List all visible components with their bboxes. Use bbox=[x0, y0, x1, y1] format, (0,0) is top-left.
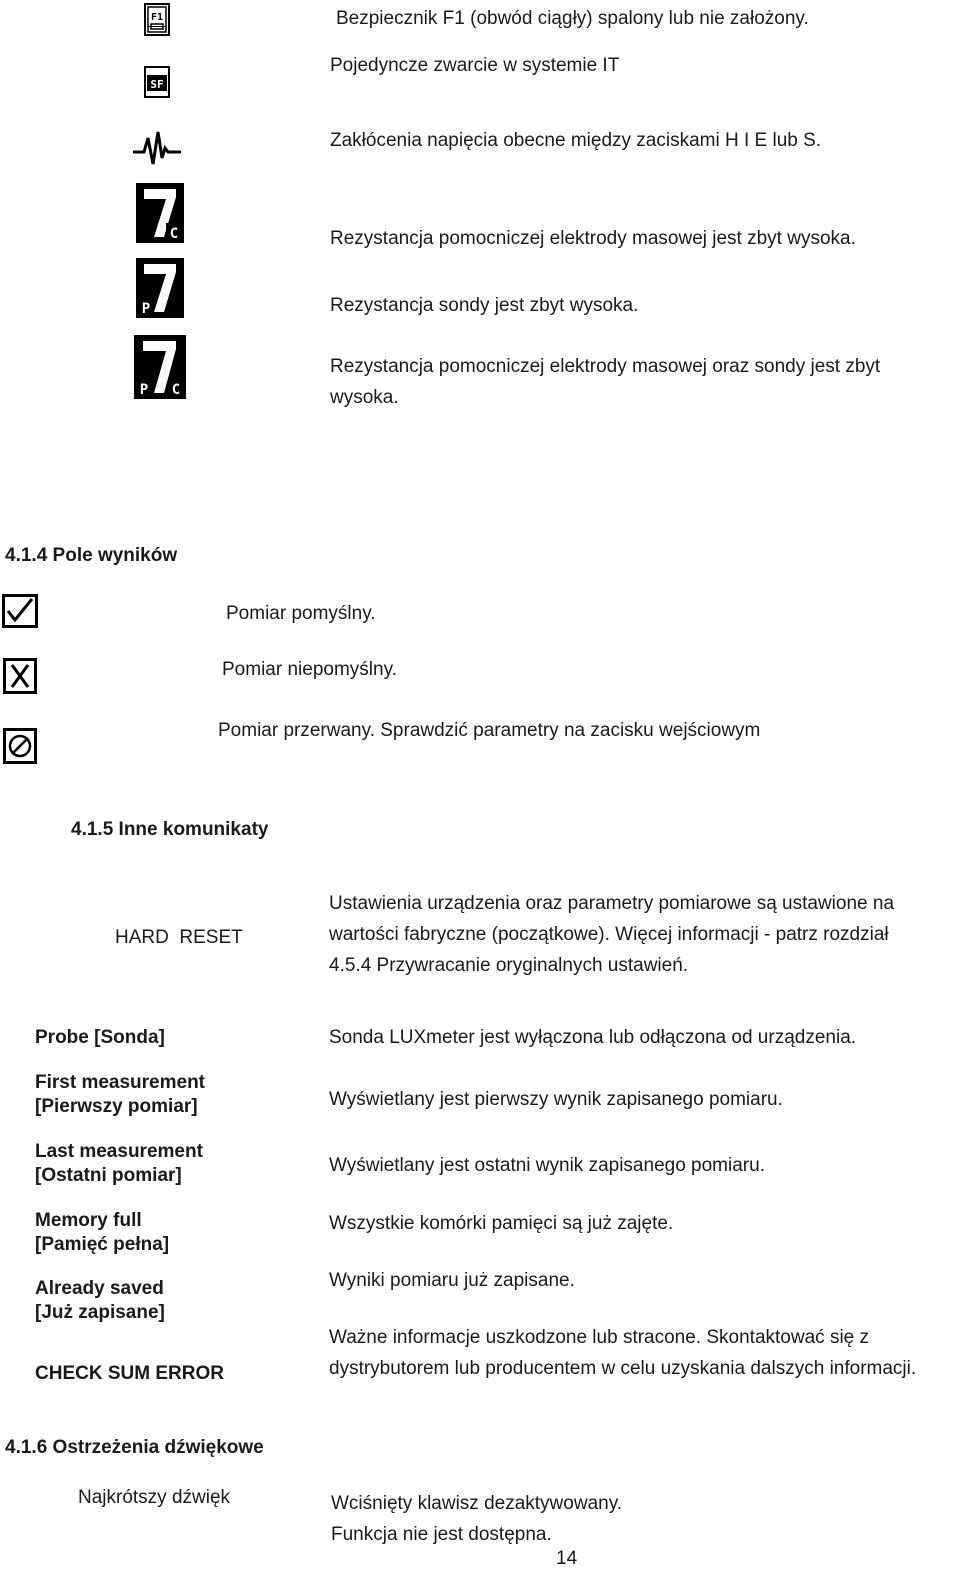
check-sum-error-label: CHECK SUM ERROR bbox=[35, 1363, 224, 1384]
status-text-resistance-c: Rezystancja pomocniczej elektrody masowej jest zbyt wysoka. bbox=[330, 228, 856, 249]
noise-waveform-icon bbox=[132, 128, 182, 172]
last-measurement-label-line2: [Ostatni pomiar] bbox=[35, 1165, 182, 1186]
messages-heading: 4.1.5 Inne komunikaty bbox=[71, 819, 269, 840]
fuse-f1-icon bbox=[144, 3, 170, 36]
check-sum-error-text-line2: dystrybutorem lub producentem w celu uzyskania dalszych informacji. bbox=[329, 1358, 917, 1379]
already-saved-label-line2: [Już zapisane] bbox=[35, 1302, 165, 1323]
memory-full-label-line1: Memory full bbox=[35, 1210, 142, 1231]
high-resistance-pc-icon bbox=[134, 335, 186, 399]
pc-icon-text-c: C bbox=[171, 382, 181, 398]
memory-full-label-line2: [Pamięć pełna] bbox=[35, 1234, 170, 1255]
already-saved-text: Wyniki pomiaru już zapisane. bbox=[329, 1270, 575, 1291]
checkmark-icon bbox=[2, 594, 38, 628]
p-icon-text: P bbox=[141, 301, 151, 317]
high-resistance-p-icon bbox=[136, 258, 184, 318]
status-text-noise: Zakłócenia napięcia obecne między zaciskami H I E lub S. bbox=[330, 130, 822, 151]
aborted-icon bbox=[3, 728, 37, 764]
cross-icon bbox=[3, 658, 37, 694]
first-measurement-label-line2: [Pierwszy pomiar] bbox=[35, 1096, 198, 1117]
probe-label: Probe [Sonda] bbox=[35, 1027, 165, 1048]
status-text-resistance-pc-line1: Rezystancja pomocniczej elektrody masowej oraz sondy jest zbyt bbox=[330, 356, 881, 377]
fuse-f1-icon-text: F1 bbox=[150, 12, 164, 23]
status-text-resistance-p: Rezystancja sondy jest zbyt wysoka. bbox=[330, 295, 639, 316]
first-measurement-label-line1: First measurement bbox=[35, 1072, 206, 1093]
sound-label: Najkrótszy dźwięk bbox=[78, 1487, 231, 1508]
hard-reset-label: HARD RESET bbox=[115, 927, 243, 948]
already-saved-label-line1: Already saved bbox=[35, 1278, 164, 1299]
sound-text-line2: Funkcja nie jest dostępna. bbox=[331, 1524, 552, 1545]
result-text-failure: Pomiar niepomyślny. bbox=[222, 659, 397, 680]
results-heading: 4.1.4 Pole wyników bbox=[5, 545, 178, 566]
sound-heading: 4.1.6 Ostrzeżenia dźwiękowe bbox=[5, 1437, 264, 1458]
status-text-resistance-pc-line2: wysoka. bbox=[330, 387, 399, 408]
hard-reset-text: Ustawienia urządzenia oraz parametry pomiarowe są ustawione na wartości fabryczne (początkowe). Więcej informacji - patrz rozdział 4.5.4 Przywracanie oryginalnych ustawień. bbox=[329, 893, 895, 976]
check-sum-error-text-line1: Ważne informacje uszkodzone lub stracone. Skontaktować się z bbox=[329, 1327, 870, 1348]
page-number: 14 bbox=[556, 1548, 578, 1569]
sf-icon bbox=[144, 66, 170, 98]
first-measurement-text: Wyświetlany jest pierwszy wynik zapisanego pomiaru. bbox=[329, 1089, 783, 1110]
result-text-aborted: Pomiar przerwany. Sprawdzić parametry na zacisku wejściowym bbox=[218, 720, 761, 741]
c-icon-text: C bbox=[169, 226, 179, 242]
last-measurement-text: Wyświetlany jest ostatni wynik zapisanego pomiaru. bbox=[329, 1155, 765, 1176]
result-text-success: Pomiar pomyślny. bbox=[226, 603, 376, 624]
probe-text: Sonda LUXmeter jest wyłączona lub odłączona od urządzenia. bbox=[329, 1027, 857, 1048]
status-text-sf: Pojedyncze zwarcie w systemie IT bbox=[330, 55, 620, 76]
memory-full-text: Wszystkie komórki pamięci są już zajęte. bbox=[329, 1213, 674, 1234]
status-text-fuse: Bezpiecznik F1 (obwód ciągły) spalony lub nie założony. bbox=[336, 8, 809, 29]
sf-icon-text: SF bbox=[150, 78, 164, 91]
high-resistance-c-icon bbox=[136, 183, 184, 243]
pc-icon-text-p: P bbox=[139, 382, 149, 398]
sound-text-line1: Wciśnięty klawisz dezaktywowany. bbox=[331, 1493, 623, 1514]
last-measurement-label-line1: Last measurement bbox=[35, 1141, 203, 1162]
